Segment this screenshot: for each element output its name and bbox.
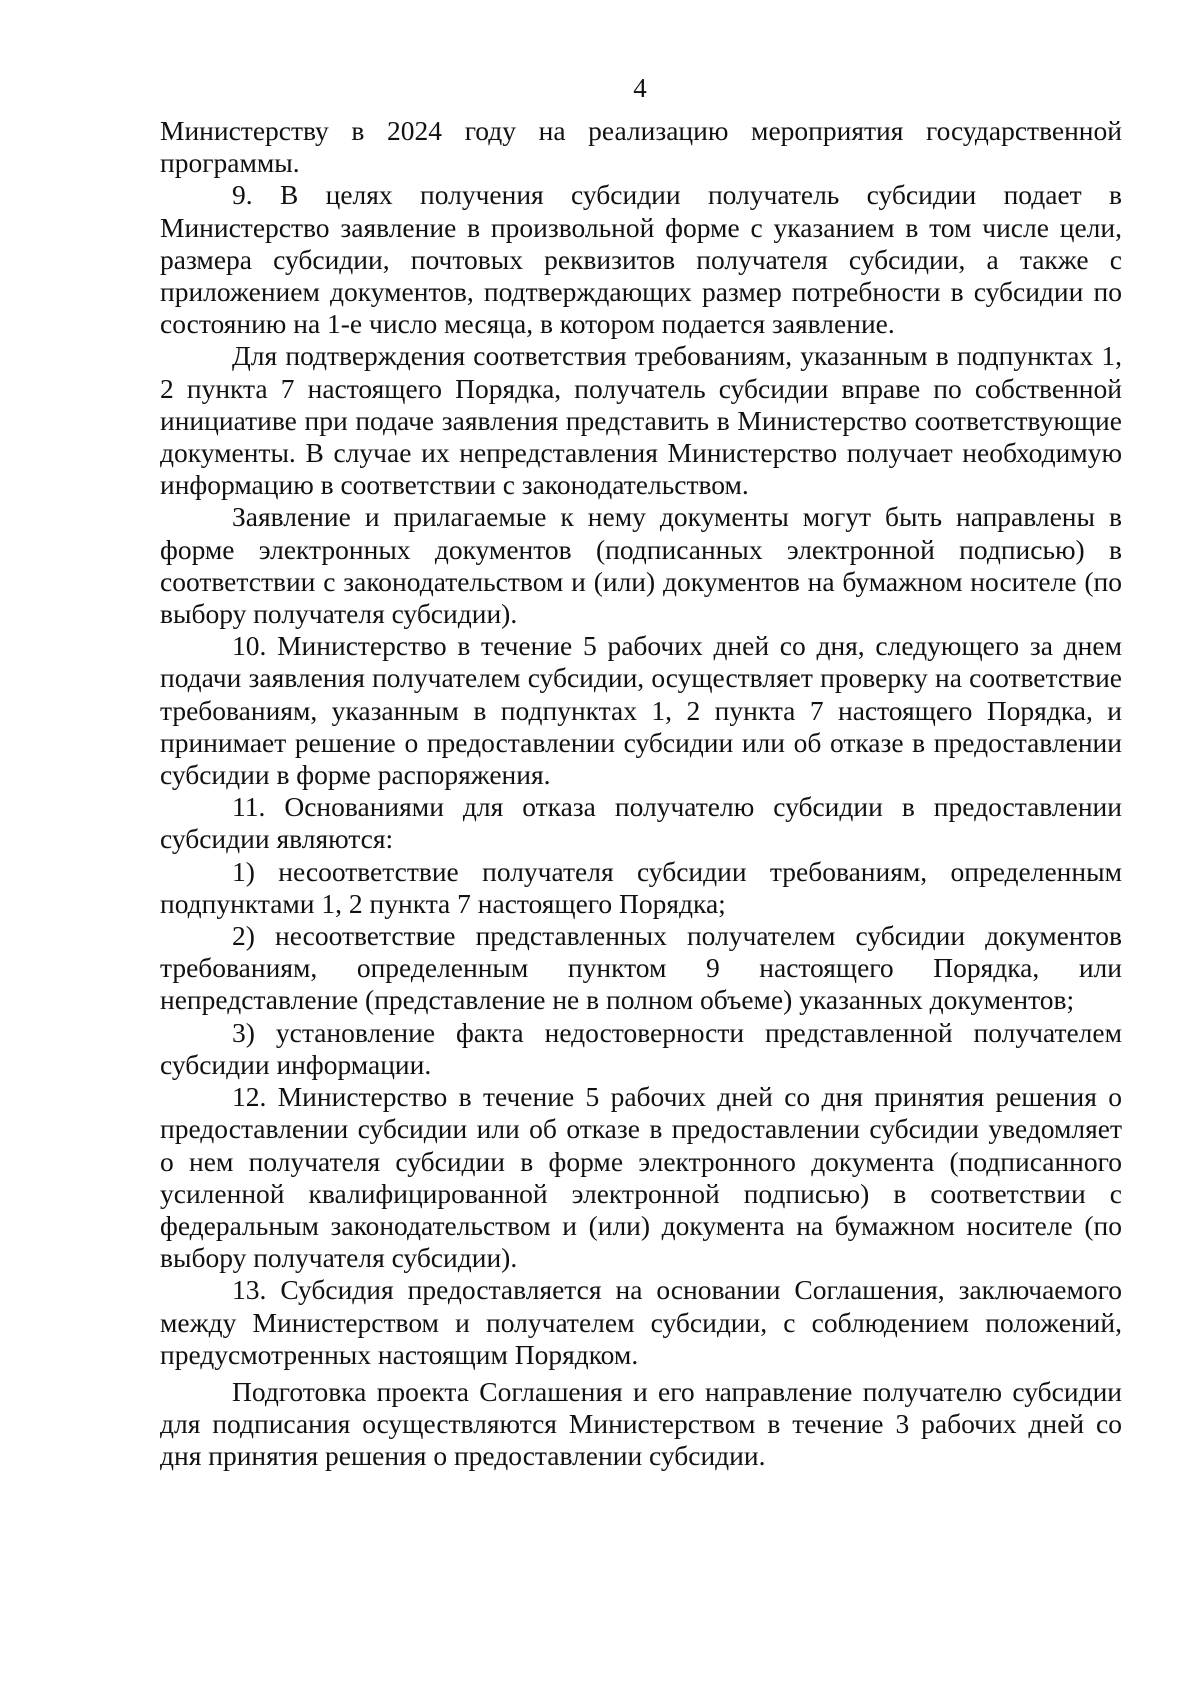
paragraph-item-11-sub-2: 2) несоответствие представленных получателем субсидии документов требованиям, определенным пунктом 9 настоящего Порядка, или непредставление (представление не в полном объеме) указанных документов; xyxy=(160,920,1122,1016)
paragraph-item-9-submission-form: Заявление и прилагаемые к нему документы могут быть направлены в форме электронных документов (подписанных электронной подписью) в соответствии с законодательством и (или) документов на бумажном носителе (по выбору получателя субсидии). xyxy=(160,501,1122,630)
paragraph-continuation: Министерству в 2024 году на реализацию мероприятия государственной программы. xyxy=(160,115,1122,179)
paragraph-item-11: 11. Основаниями для отказа получателю субсидии в предоставлении субсидии являются: xyxy=(160,791,1122,855)
paragraph-item-13: 13. Субсидия предоставляется на основании Соглашения, заключаемого между Министерством и получателем субсидии, с соблюдением положений, предусмотренных настоящим Порядком. xyxy=(160,1274,1122,1370)
paragraph-item-10: 10. Министерство в течение 5 рабочих дней со дня, следующего за днем подачи заявления получателем субсидии, осуществляет проверку на соответствие требованиям, указанным в подпунктах 1, 2 пункта 7 настоящего Порядка, и принимает решение о предоставлении субсидии или об отказе в предоставлении субсидии в форме распоряжения. xyxy=(160,630,1122,791)
paragraph-item-12: 12. Министерство в течение 5 рабочих дней со дня принятия решения о предоставлении субсидии или об отказе в предоставлении субсидии уведомляет о нем получателя субсидии в форме электронного документа (подписанного усиленной квалифицированной электронной подписью) в соответствии с федеральным законодательством и (или) документа на бумажном носителе (по выбору получателя субсидии). xyxy=(160,1081,1122,1274)
paragraph-item-9: 9. В целях получения субсидии получатель субсидии подает в Министерство заявление в произвольной форме с указанием в том числе цели, размера субсидии, почтовых реквизитов получателя субсидии, а также с приложением документов, подтверждающих размер потребности в субсидии по состоянию на 1-е число месяца, в котором подается заявление. xyxy=(160,179,1122,340)
paragraph-item-13-preparation: Подготовка проекта Соглашения и его направление получателю субсидии для подписания осуществляются Министерством в течение 3 рабочих дней со дня принятия решения о предоставлении субсидии. xyxy=(160,1375,1122,1472)
paragraph-item-11-sub-3: 3) установление факта недостоверности представленной получателем субсидии информации. xyxy=(160,1016,1122,1080)
paragraph-item-9-confirmation: Для подтверждения соответствия требованиям, указанным в подпунктах 1, 2 пункта 7 настоящего Порядка, получатель субсидии вправе по собственной инициативе при подаче заявления представить в Министерство соответствующие документы. В случае их непредставления Министерство получает необходимую информацию в соответствии с законодательством. xyxy=(160,340,1122,501)
page-number: 4 xyxy=(633,73,647,103)
document-body xyxy=(160,115,1122,1473)
paragraph-item-11-sub-1: 1) несоответствие получателя субсидии требованиям, определенным подпунктами 1, 2 пункта 7 настоящего Порядка; xyxy=(160,855,1122,919)
